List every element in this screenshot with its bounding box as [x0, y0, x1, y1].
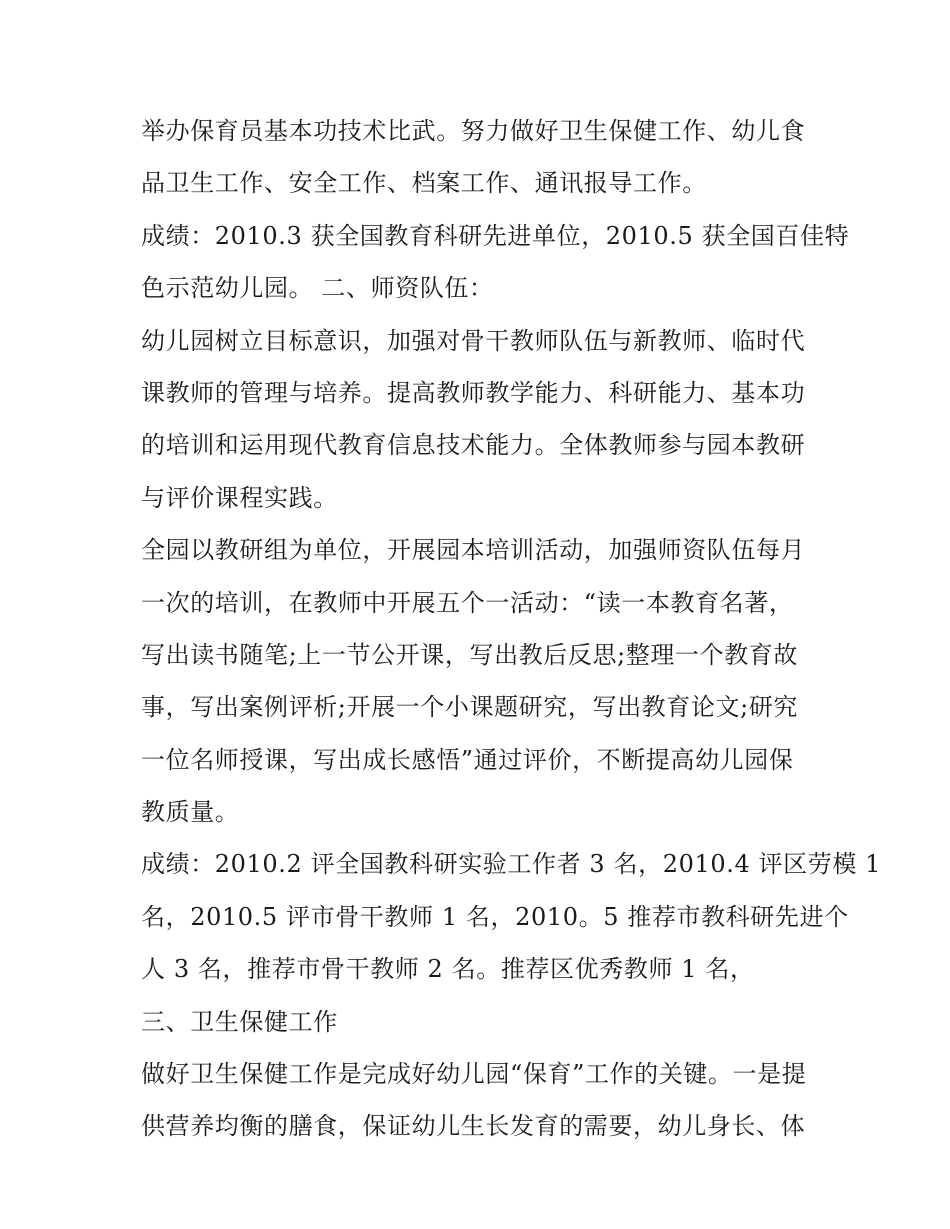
text-line: 成绩：2010.2 评全国教科研实验工作者 3 名，2010.4 评区劳模 1	[141, 850, 882, 879]
text-line: 全园以教研组为单位，开展园本培训活动，加强师资队伍每月	[141, 536, 806, 565]
text-line: 色示范幼儿园。 二、师资队伍：	[141, 274, 494, 303]
text-line: 成绩：2010.3 获全国教育科研先进单位，2010.5 获全国百佳特	[141, 221, 850, 250]
text-line: 课教师的管理与培养。提高教师教学能力、科研能力、基本功	[141, 378, 806, 407]
text-line: 品卫生工作、安全工作、档案工作、通讯报导工作。	[141, 169, 707, 198]
section-heading: 三、卫生保健工作	[141, 1007, 338, 1036]
text-line: 举办保育员基本功技术比武。努力做好卫生保健工作、幼儿食	[141, 117, 806, 145]
text-line: 人 3 名，推荐市骨干教师 2 名。推荐区优秀教师 1 名，	[141, 955, 755, 984]
text-line: 供营养均衡的膳食，保证幼儿生长发育的需要，幼儿身长、体	[141, 1112, 806, 1141]
text-line: 做好卫生保健工作是完成好幼儿园“保育”工作的关键。一是提	[141, 1060, 807, 1089]
text-line: 一位名师授课，写出成长感悟”通过评价，不断提高幼儿园保	[141, 745, 794, 774]
text-line: 与评价课程实践。	[141, 483, 338, 512]
document-body	[141, 105, 882, 1153]
text-line: 名，2010.5 评市骨干教师 1 名，2010。5 推荐市教科研先进个	[141, 902, 849, 931]
text-line: 教质量。	[141, 798, 240, 827]
text-line: 的培训和运用现代教育信息技术能力。全体教师参与园本教研	[141, 431, 806, 460]
text-line: 幼儿园树立目标意识，加强对骨干教师队伍与新教师、临时代	[141, 326, 806, 355]
text-line: 一次的培训，在教师中开展五个一活动：“读一本教育名著，	[141, 588, 794, 617]
text-line: 写出读书随笔;上一节公开课，写出教后反思;整理一个教育故	[141, 640, 798, 669]
text-line: 事，写出案例评析;开展一个小课题研究，写出教育论文;研究	[141, 693, 798, 722]
